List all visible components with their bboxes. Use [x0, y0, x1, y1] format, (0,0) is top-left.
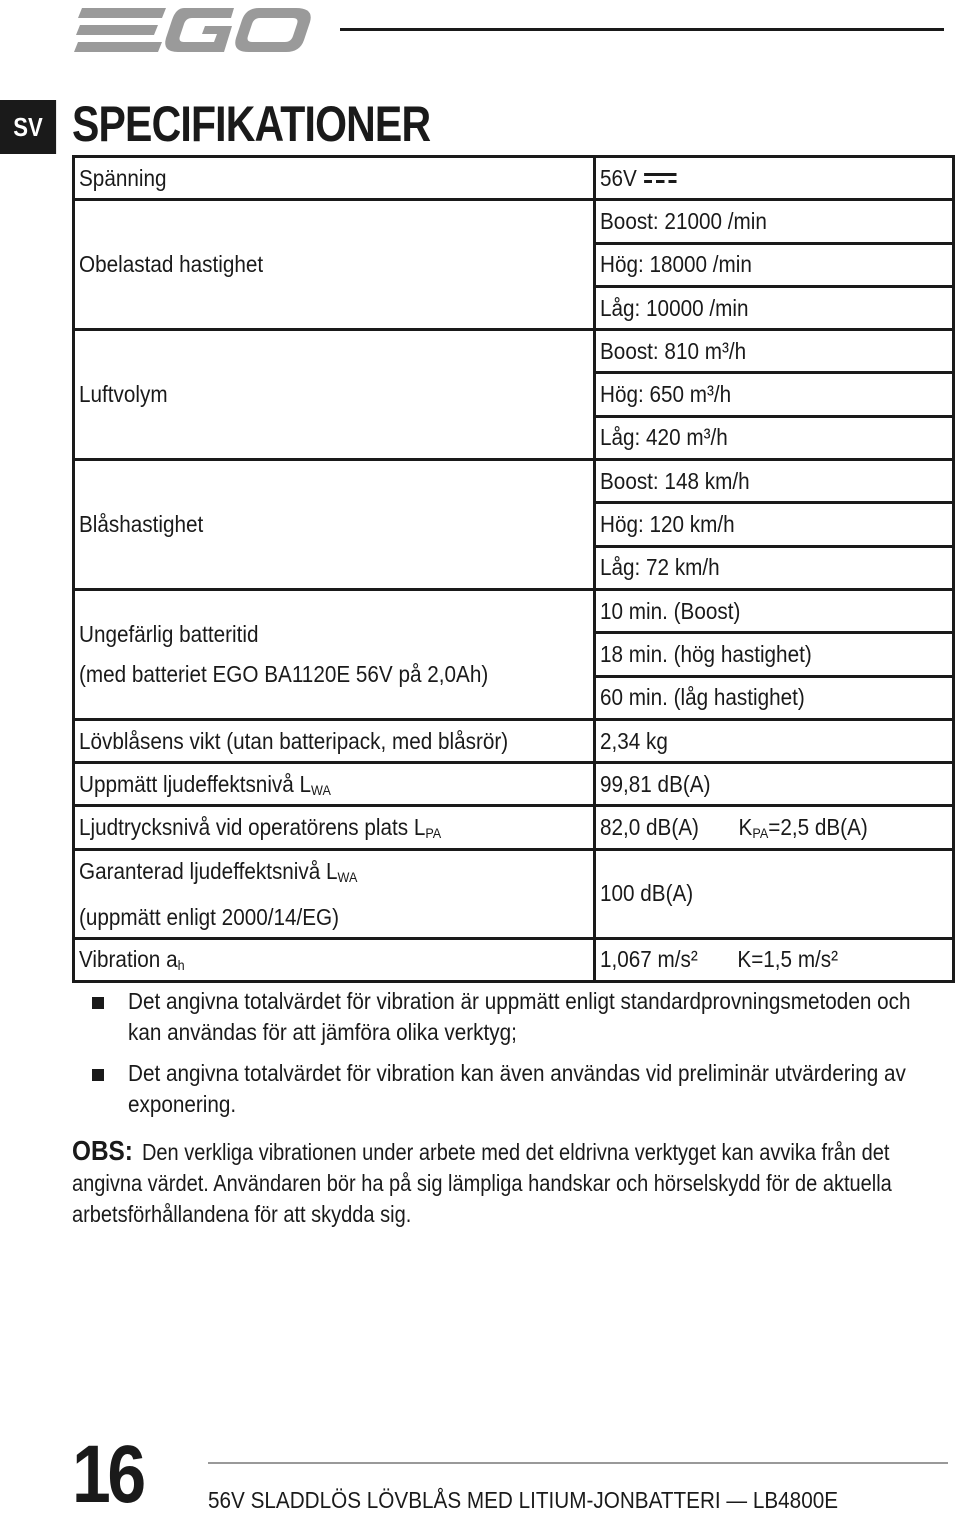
spec-label: Uppmätt ljudeffektsnivå $L_{WA}$ [74, 763, 595, 806]
spec-label: Ungefärlig batteritid (med batteriet EGO BA1120E 56V på 2,0Ah) [74, 589, 595, 719]
obs-text: Den verkliga vibrationen under arbete med det eldrivna verktyget kan avvika från det angivna värdet. Användaren bör ha på sig lämpliga handskar och hörselskydd för de aktuella arbetsförhållandena för att skydda sig. [72, 1139, 892, 1227]
spec-label: Vibration $a_h$ [74, 938, 595, 981]
spec-row-measured-power [74, 763, 954, 806]
spec-value: Hög: 120 km/h [595, 503, 954, 546]
spec-value: Boost: 148 km/h [595, 460, 954, 503]
spec-row-weight [74, 719, 954, 762]
spec-value: 82,0 dB(A) $K_{PA}=2,5$ dB(A) [595, 806, 954, 849]
spec-row-runtime [74, 589, 954, 632]
spec-value: 10 min. (Boost) [595, 589, 954, 632]
page-title: SPECIFIKATIONER [72, 96, 431, 152]
spec-table [72, 155, 955, 983]
spec-row-voltage [74, 157, 954, 200]
spec-value: 56V [595, 157, 954, 200]
page-number: 16 [72, 1429, 143, 1516]
list-item: Det angivna totalvärdet för vibration är uppmätt enligt standardprovningsmetoden och kan användas för att jämföra olika verktyg; [92, 986, 942, 1048]
bullet-square-icon [92, 1069, 104, 1081]
list-item: Det angivna totalvärdet för vibration kan även användas vid preliminär utvärdering av exponering. [92, 1058, 942, 1120]
spec-value: 2,34 kg [595, 719, 954, 762]
spec-value: 1,067 m/s² K=1,5 m/s² [595, 938, 954, 981]
obs-label: OBS: [72, 1135, 133, 1166]
spec-value: Boost: 21000 /min [595, 200, 954, 243]
spec-value: Hög: 18000 /min [595, 243, 954, 286]
spec-value: Boost: 810 m³/h [595, 330, 954, 373]
spec-label: Blåshastighet [74, 460, 595, 590]
spec-label: Obelastad hastighet [74, 200, 595, 330]
spec-value: 100 dB(A) [595, 849, 954, 938]
header-rule [340, 28, 944, 31]
spec-label: Spänning [74, 157, 595, 200]
spec-label: Garanterad ljudeffektsnivå $L_{WA}$ (uppmätt enligt 2000/14/EG) [74, 849, 595, 938]
footer-title: 56V SLADDLÖS LÖVBLÅS MED LITIUM-JONBATTERI — LB4800E [208, 1487, 839, 1513]
spec-row-air-volume [74, 330, 954, 373]
spec-label: Lövblåsens vikt (utan batteripack, med blåsrör) [74, 719, 595, 762]
spec-value: 60 min. (låg hastighet) [595, 676, 954, 719]
spec-row-guaranteed-power [74, 849, 954, 938]
spec-value: Hög: 650 m³/h [595, 373, 954, 416]
spec-value: Låg: 72 km/h [595, 546, 954, 589]
ego-logo [74, 4, 314, 56]
spec-row-vibration [74, 938, 954, 981]
spec-label: Ljudtrycksnivå vid operatörens plats $L_{PA}$ [74, 806, 595, 849]
spec-row-speed [74, 200, 954, 243]
dc-current-icon [644, 171, 676, 185]
spec-row-pressure [74, 806, 954, 849]
spec-value: 18 min. (hög hastighet) [595, 633, 954, 676]
spec-row-air-speed [74, 460, 954, 503]
bullet-list [92, 986, 942, 1130]
footer-rule [208, 1462, 948, 1464]
spec-value: Låg: 420 m³/h [595, 416, 954, 459]
bullet-square-icon [92, 997, 104, 1009]
spec-value: Låg: 10000 /min [595, 286, 954, 329]
language-tab: SV [0, 100, 56, 154]
spec-label: Luftvolym [74, 330, 595, 460]
obs-note [72, 1135, 951, 1230]
spec-value: 99,81 dB(A) [595, 763, 954, 806]
